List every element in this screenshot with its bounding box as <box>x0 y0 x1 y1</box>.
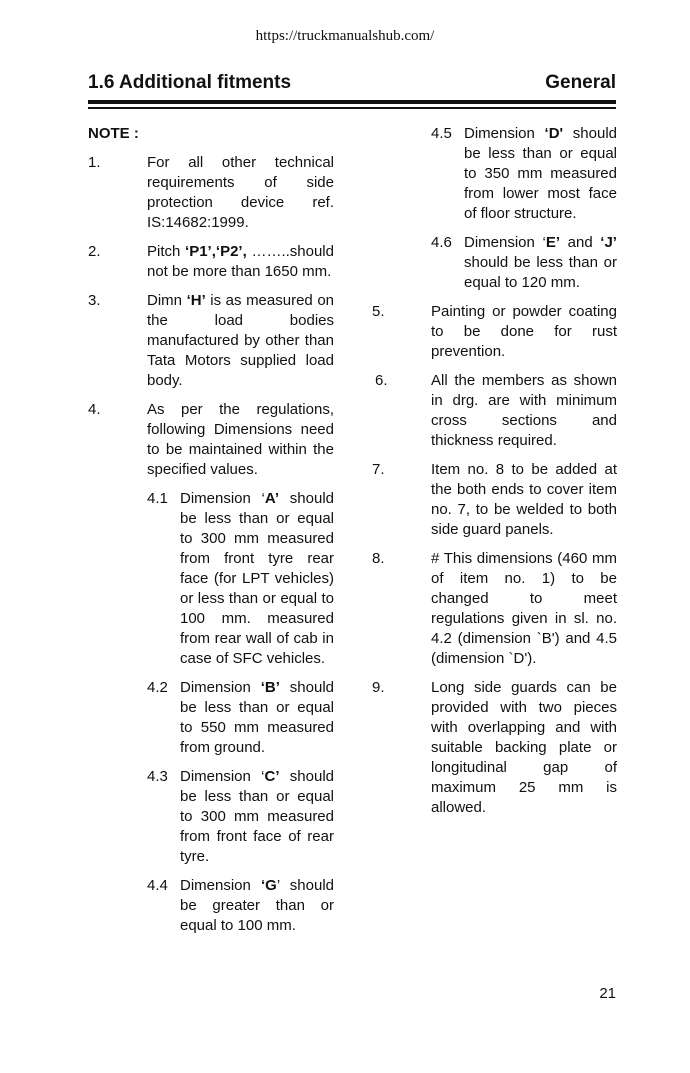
sub-item-number: 4.5 <box>431 125 452 142</box>
note-title: NOTE : <box>88 125 139 142</box>
note-item-1 <box>88 153 334 233</box>
item-number: 4. <box>88 401 101 418</box>
item-number: 9. <box>372 679 385 696</box>
sub-item-text: Dimension ‘B’ should be less than or equal to 550 mm measured from ground. <box>180 679 335 756</box>
item-number: 8. <box>372 550 385 567</box>
sub-item-number: 4.2 <box>147 679 168 696</box>
item-text: For all other technical requirements of side protection device ref. IS:14682:1999. <box>147 154 334 231</box>
sub-item-4-4 <box>147 876 334 936</box>
source-url: https://truckmanualshub.com/ <box>255 28 435 44</box>
note-item-8 <box>372 549 617 669</box>
note-item-7 <box>372 460 617 540</box>
sub-item-text: Dimension ‘D' should be less than or equal to 350 mm measured from lower most face of floor structure. <box>464 125 618 222</box>
note-item-4 <box>88 400 334 480</box>
section-header <box>88 70 616 96</box>
left-column <box>88 124 334 945</box>
sub-item-text: Dimension ‘E’ and ‘J’ should be less than or equal to 120 mm. <box>464 234 617 291</box>
note-item-6 <box>372 371 617 451</box>
item-number: 5. <box>372 303 385 320</box>
note-item-2 <box>88 242 334 282</box>
header-rule-thin <box>88 107 616 109</box>
page-number: 21 <box>599 985 616 1002</box>
item-text: # This dimensions (460 mm of item no. 1) to be changed to meet regulations given in sl. no. 4.2 (dimension `B') and 4.5 (dimension `D'). <box>431 550 617 667</box>
sub-item-number: 4.3 <box>147 768 168 785</box>
sub-item-4-1 <box>147 489 334 669</box>
item-text: Dimn ‘H’ is as measured on the load bodies manufactured by other than Tata Motors supplied load body. <box>147 292 335 389</box>
sub-item-text: Dimension ‘C’ should be less than or equal to 300 mm measured from front face of rear tyre. <box>180 768 334 865</box>
note-item-3 <box>88 291 334 391</box>
sub-item-4-3 <box>147 767 334 867</box>
item-text: Long side guards can be provided with two pieces with overlapping and with suitable backing plate or longitudinal gap of maximum 25 mm is allowed. <box>431 679 617 816</box>
item-text: Painting or powder coating to be done for rust prevention. <box>431 303 617 360</box>
item-text: As per the regulations, following Dimensions need to be maintained within the specified values. <box>147 401 334 478</box>
item-number: 2. <box>88 243 101 260</box>
sub-item-4-2 <box>147 678 334 758</box>
sub-item-4-6 <box>431 233 617 293</box>
sub-item-number: 4.6 <box>431 234 452 251</box>
item-number: 6. <box>375 372 388 389</box>
sub-item-text: Dimension ‘A’ should be less than or equal to 300 mm measured from front tyre rear face (for LPT vehicles) or less than or equal to 100 mm. measured from rear wall of cab in case of SFC vehicles. <box>180 490 334 667</box>
note-item-9 <box>372 678 617 818</box>
item-number: 7. <box>372 461 385 478</box>
item-number: 3. <box>88 292 101 309</box>
note-item-5 <box>372 302 617 362</box>
sub-item-4-5 <box>431 124 617 224</box>
right-column <box>372 124 617 827</box>
sub-item-text: Dimension ‘G’ should be greater than or equal to 100 mm. <box>180 877 334 934</box>
item-number: 1. <box>88 154 101 171</box>
item-text: All the members as shown in drg. are with minimum cross sections and thickness required. <box>431 372 617 449</box>
section-title: 1.6 Additional fitments <box>88 72 292 93</box>
item-text: Pitch ‘P1’,‘P2’, ……..should not be more than 1650 mm. <box>147 243 334 280</box>
sub-item-number: 4.1 <box>147 490 168 507</box>
sub-item-number: 4.4 <box>147 877 168 894</box>
header-rule-thick <box>88 100 616 104</box>
item-text: Item no. 8 to be added at the both ends to cover item no. 7, to be welded to both side guard panels. <box>431 461 617 538</box>
section-category: General <box>545 72 616 93</box>
